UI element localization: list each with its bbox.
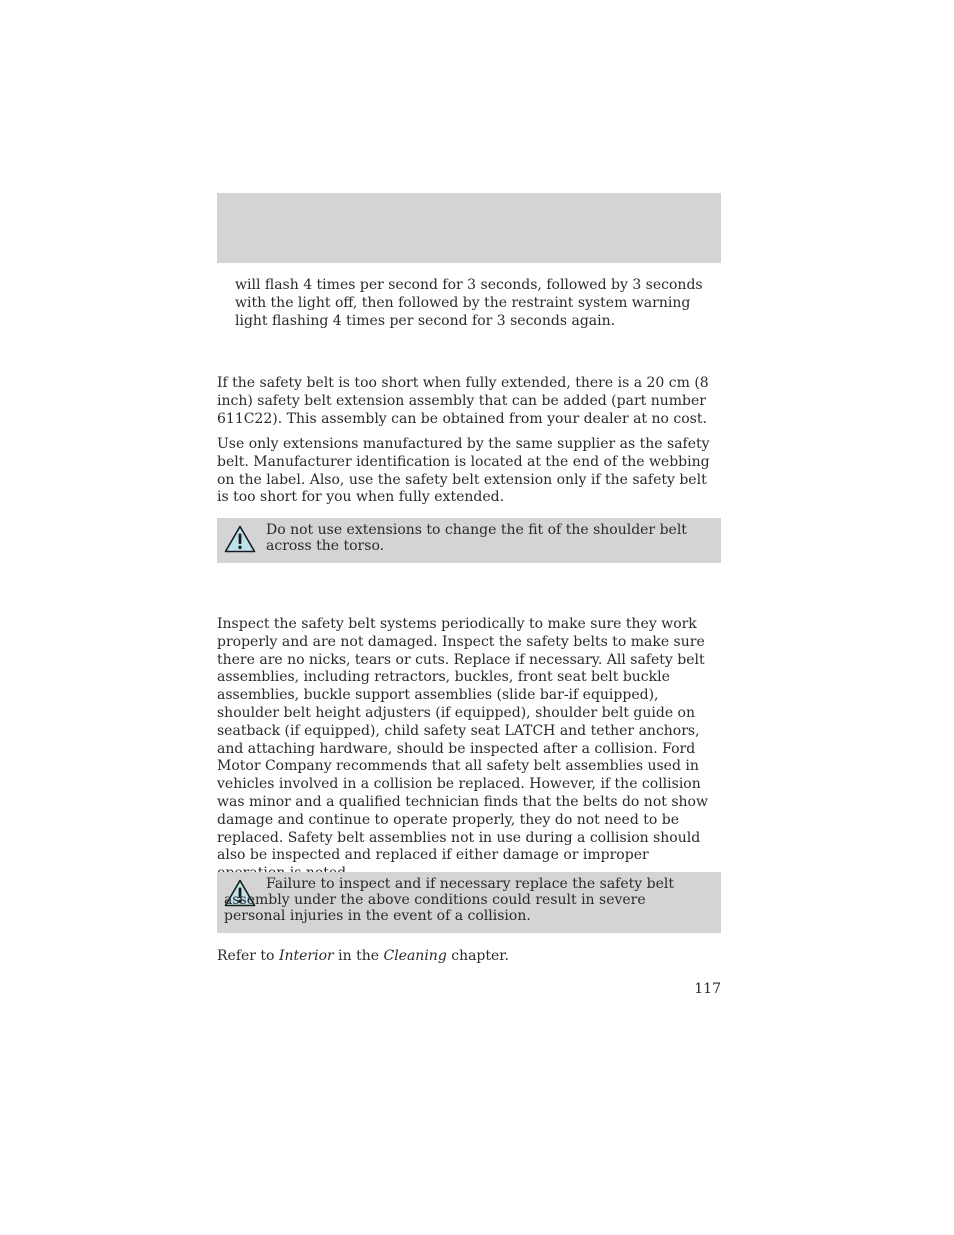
- page-number: 117: [694, 981, 721, 997]
- continued-paragraph: will flash 4 times per second for 3 seconds, followed by 3 seconds with the light off, then followed by the restraint system warning light flashing 4 times per second for 3 seconds again.: [235, 277, 703, 329]
- inspection-warning-box: [217, 872, 721, 933]
- refer-prefix: Refer to: [217, 948, 279, 964]
- extension-paragraph-1: If the safety belt is too short when fully extended, there is a 20 cm (8 inch) safety belt extension assembly that can be added (part number 611C22). This assembly can be obtained from your dealer at no cost.: [217, 375, 709, 427]
- refer-section-link: Interior: [278, 948, 334, 964]
- extension-warning-text: Do not use extensions to change the fit of the shoulder belt across the torso.: [266, 522, 687, 554]
- refer-paragraph: [217, 948, 721, 966]
- refer-suffix: chapter.: [446, 948, 509, 964]
- inspection-warning-text: Failure to inspect and if necessary replace the safety belt assembly under the above conditions could result in severe personal injuries in the event of a collision.: [224, 876, 674, 924]
- refer-middle: in the: [333, 948, 384, 964]
- refer-chapter-link: Cleaning: [383, 948, 447, 964]
- inspection-paragraph: Inspect the safety belt systems periodically to make sure they work properly and are not damaged. Inspect the safety belts to make sure there are no nicks, tears or cuts. Replace if necessary. All safety belt assemblies, including retractors, buckles, front seat belt buckle assemblies, buckle support assemblies (slide bar-if equipped), shoulder belt height adjusters (if equipped), shoulder belt guide on seatback (if equipped), child safety seat LATCH and tether anchors, and attaching hardware, should be inspected after a collision. Ford Motor Company recommends that all safety belt assemblies used in vehicles involved in a collision be replaced. However, if the collision was minor and a qualified technician finds that the belts do not show damage and continue to operate properly, they do not need to be replaced. Safety belt assemblies not in use during a collision should also be inspected and replaced if either damage or improper: [217, 616, 708, 864]
- section-header-band: [217, 193, 721, 263]
- extension-warning-box: [217, 518, 721, 563]
- extension-paragraph-2: Use only extensions manufactured by the same supplier as the safety belt. Manufacturer identification is located at the end of the webbing on the label. Also, use the safety belt extension only if the safety belt is too short for you when fully extended.: [217, 436, 710, 506]
- warning-triangle-icon: [224, 525, 256, 553]
